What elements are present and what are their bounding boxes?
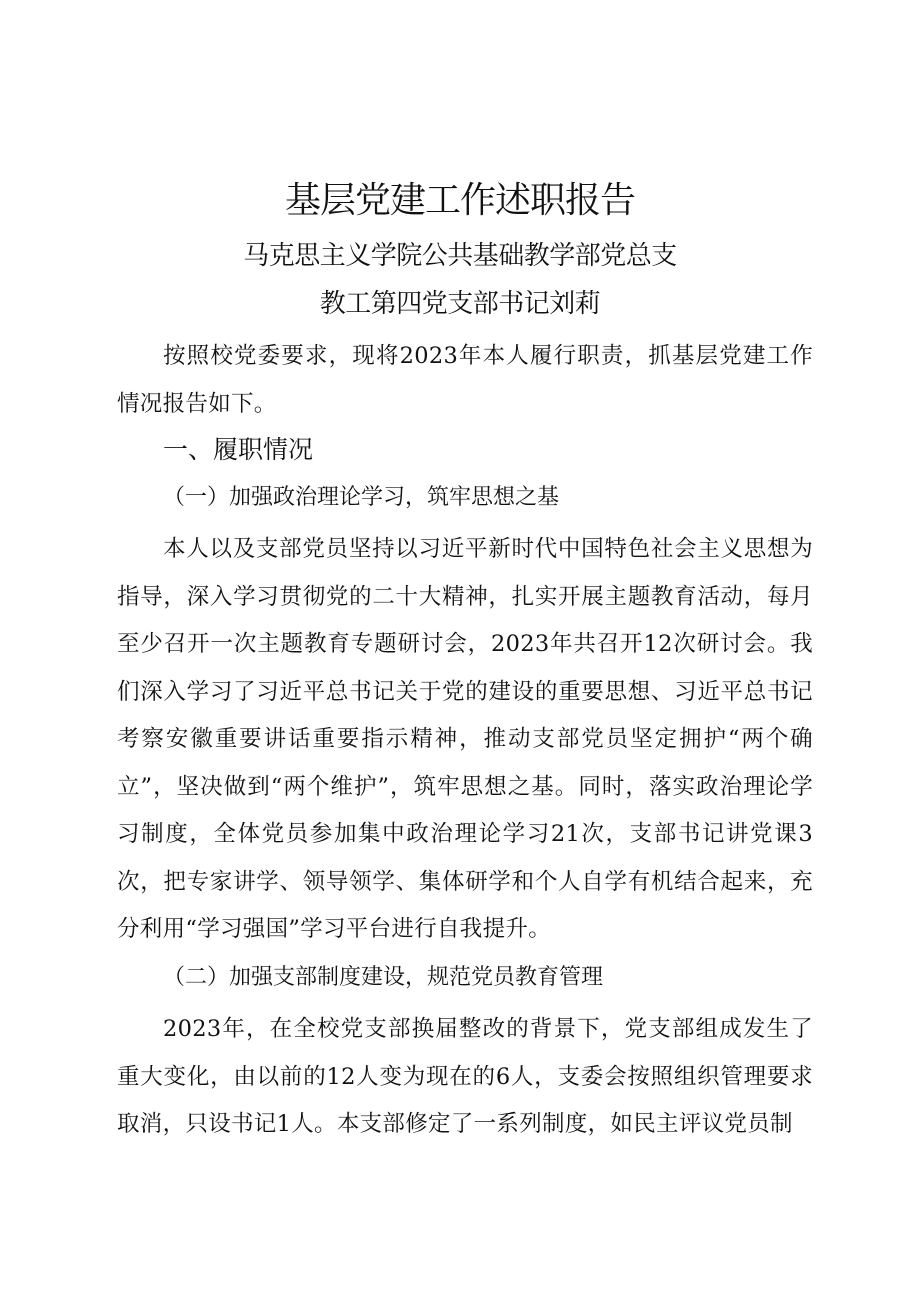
subsection-heading-political-study: （一）加强政治理论学习，筑牢思想之基 bbox=[163, 485, 560, 510]
report-subtitle-author: 教工第四党支部书记刘莉 bbox=[319, 289, 601, 319]
political-study-paragraph: 本人以及支部党员坚持以习近平新时代中国特色社会主义思想为指导，深入学习贯彻党的二十大精神，扎实开展主题教育活动，每月至少召开一次主题教育专题研讨会，2023年共召开12次研讨会。我们深入学习了习近平总书记关于党的建设的重要思想、习近平总书记考察安徽重要讲话重要指示精神，推动支部党员坚定拥护“两个确立”，坚决做到“两个维护”，筑牢思想之基。同时，落实政治理论学习制度，全体党员参加集中政治理论学习21次，支部书记讲党课3次，把专家讲学、领导领学、集体研学和个人自学有机结合起来，充分利用“学习强国”学习平台进行自我提升。 bbox=[117, 536, 813, 942]
branch-system-paragraph: 2023年，在全校党支部换届整改的背景下，党支部组成发生了重大变化，由以前的12人变为现在的6人，支委会按照组织管理要求取消，只设书记1人。本支部修定了一系列制度，如民主评议党员制 bbox=[117, 1016, 813, 1137]
intro-paragraph: 按照校党委要求，现将2023年本人履行职责，抓基层党建工作情况报告如下。 bbox=[117, 343, 813, 417]
subsection-heading-branch-system: （二）加强支部制度建设，规范党员教育管理 bbox=[163, 965, 604, 990]
report-title: 基层党建工作述职报告 bbox=[284, 180, 635, 221]
report-subtitle-organization: 马克思主义学院公共基础教学部党总支 bbox=[243, 241, 677, 271]
section-heading-performance: 一、履职情况 bbox=[163, 435, 314, 464]
